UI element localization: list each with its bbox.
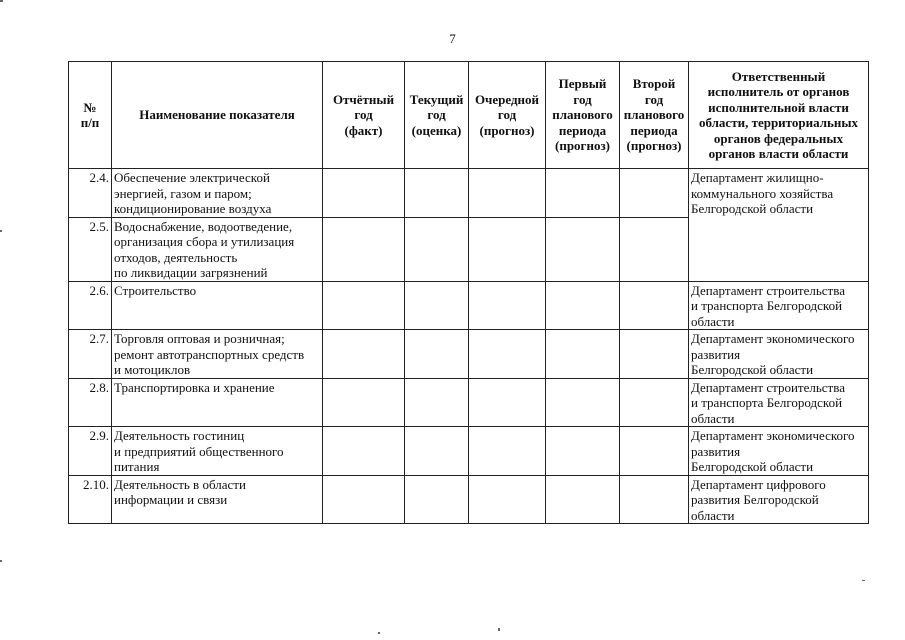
table-row: [69, 169, 869, 218]
crop-mark: [498, 628, 500, 631]
page-number: 7: [449, 31, 456, 46]
crop-mark: [0, 0, 3, 2]
value-cell: [546, 330, 620, 379]
value-cell: [620, 378, 689, 427]
value-cell: [323, 281, 405, 330]
column-header: Очередной год (прогноз): [469, 62, 546, 169]
row-number: 2.4.: [69, 169, 112, 218]
row-number: 2.5.: [69, 217, 112, 281]
column-header: Первый год планового периода (прогноз): [546, 62, 620, 169]
value-cell: [620, 475, 689, 524]
value-cell: [546, 378, 620, 427]
indicator-name: Водоснабжение, водоотведение, организация сбора и утилизация отходов, деятельность по ликвидации загрязнений: [112, 217, 323, 281]
value-cell: [469, 217, 546, 281]
value-cell: [323, 427, 405, 476]
value-cell: [469, 169, 546, 218]
column-header: Второй год планового периода (прогноз): [620, 62, 689, 169]
value-cell: [620, 330, 689, 379]
column-header: Текущий год (оценка): [405, 62, 469, 169]
responsible-department: Департамент цифрового развития Белгородской области: [689, 475, 869, 524]
value-cell: [546, 475, 620, 524]
indicator-name: Деятельность гостиниц и предприятий общественного питания: [112, 427, 323, 476]
value-cell: [546, 217, 620, 281]
value-cell: [620, 169, 689, 218]
column-header: Ответственный исполнитель от органов исполнительной власти области, территориальных органов федеральных органов власти области: [689, 62, 869, 169]
crop-mark: [0, 560, 2, 562]
value-cell: [323, 330, 405, 379]
indicator-name: Транспортировка и хранение: [112, 378, 323, 427]
value-cell: [546, 281, 620, 330]
value-cell: [546, 169, 620, 218]
table-row: [69, 475, 869, 524]
value-cell: [405, 330, 469, 379]
value-cell: [405, 281, 469, 330]
value-cell: [620, 427, 689, 476]
value-cell: [323, 378, 405, 427]
responsible-department: Департамент жилищно- коммунального хозяйства Белгородской области: [689, 169, 869, 282]
value-cell: [469, 281, 546, 330]
indicator-name: Строительство: [112, 281, 323, 330]
column-header: Отчётный год (факт): [323, 62, 405, 169]
responsible-department: Департамент строительства и транспорта Белгородской области: [689, 378, 869, 427]
indicator-name: Торговля оптовая и розничная; ремонт автотранспортных средств и мотоциклов: [112, 330, 323, 379]
value-cell: [405, 427, 469, 476]
indicator-name: Деятельность в области информации и связи: [112, 475, 323, 524]
crop-mark: [378, 632, 380, 634]
column-header: № п/п: [69, 62, 112, 169]
row-number: 2.8.: [69, 378, 112, 427]
crop-mark: [0, 230, 2, 232]
value-cell: [469, 378, 546, 427]
value-cell: [546, 427, 620, 476]
value-cell: [323, 475, 405, 524]
indicators-table: [68, 61, 869, 524]
header-row: [69, 62, 869, 169]
responsible-department: Департамент экономического развития Белгородской области: [689, 330, 869, 379]
table-row: [69, 330, 869, 379]
value-cell: [620, 217, 689, 281]
column-header: Наименование показателя: [112, 62, 323, 169]
row-number: 2.7.: [69, 330, 112, 379]
value-cell: [405, 169, 469, 218]
value-cell: [469, 330, 546, 379]
row-number: 2.9.: [69, 427, 112, 476]
responsible-department: Департамент строительства и транспорта Белгородской области: [689, 281, 869, 330]
table-row: [69, 427, 869, 476]
value-cell: [469, 427, 546, 476]
responsible-department: Департамент экономического развития Белгородской области: [689, 427, 869, 476]
value-cell: [405, 217, 469, 281]
crop-mark: [862, 580, 865, 581]
row-number: 2.6.: [69, 281, 112, 330]
value-cell: [469, 475, 546, 524]
row-number: 2.10.: [69, 475, 112, 524]
table-row: [69, 281, 869, 330]
value-cell: [323, 217, 405, 281]
value-cell: [620, 281, 689, 330]
indicator-name: Обеспечение электрической энергией, газом и паром; кондиционирование воздуха: [112, 169, 323, 218]
value-cell: [405, 475, 469, 524]
table-body: [69, 169, 869, 524]
value-cell: [323, 169, 405, 218]
value-cell: [405, 378, 469, 427]
table-row: [69, 378, 869, 427]
